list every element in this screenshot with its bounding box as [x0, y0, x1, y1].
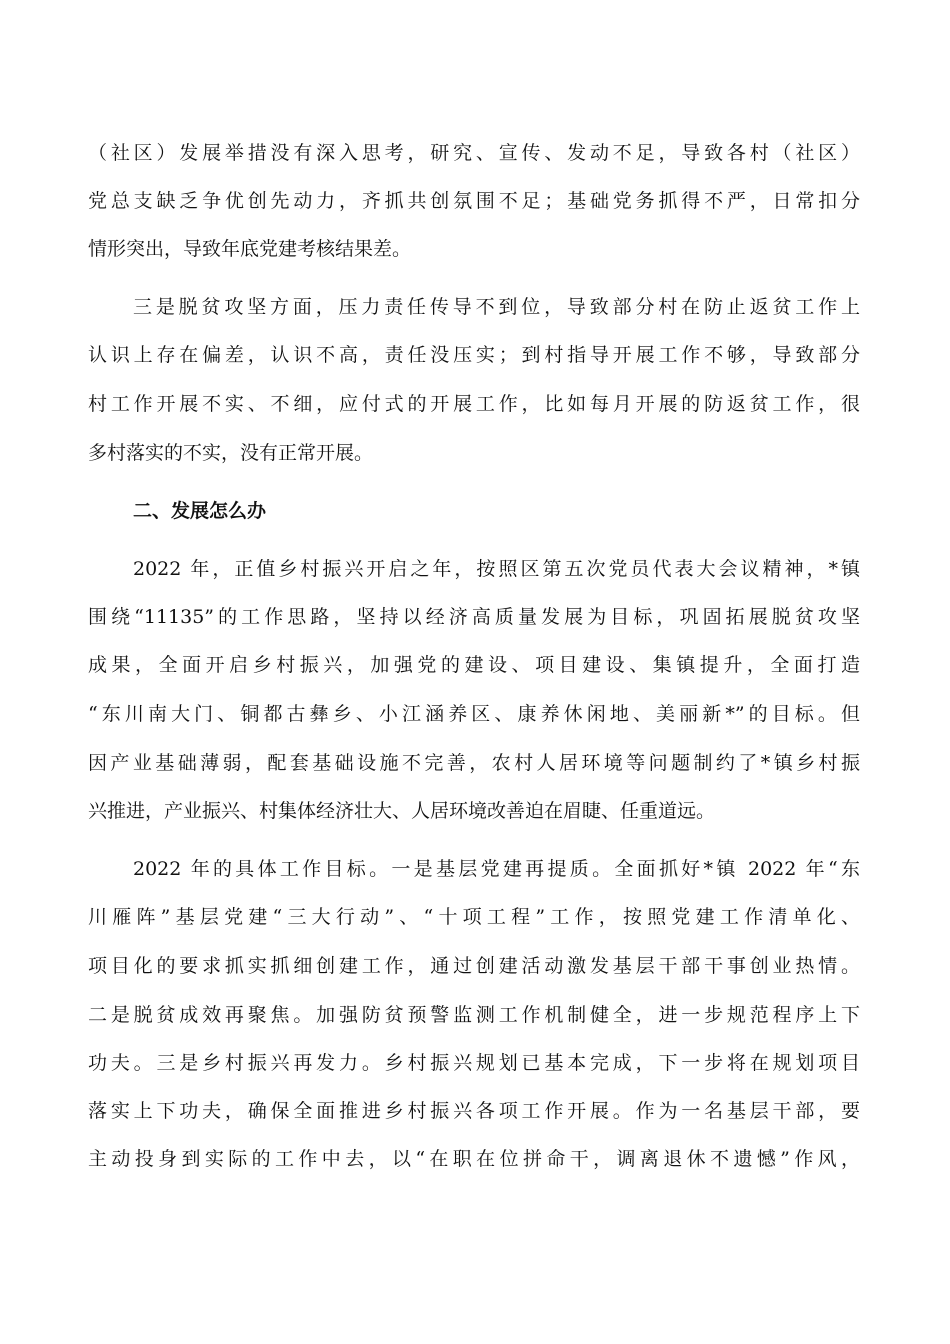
paragraph-2-line-4: 多村落实的不实，没有正常开展。 — [88, 442, 374, 464]
paragraph-1-line-2: 党总支缺乏争优创先动力，齐抓共创氛围不足；基础党务抓得不严，日常扣分 — [88, 190, 860, 212]
paragraph-4-line-1: 2022 年的具体工作目标。一是基层党建再提质。全面抓好*镇 2022 年“东 — [133, 858, 860, 880]
paragraph-3-line-1: 2022 年，正值乡村振兴开启之年，按照区第五次党员代表大会议精神，*镇 — [133, 558, 860, 580]
paragraph-2-line-1: 三是脱贫攻坚方面，压力责任传导不到位，导致部分村在防止返贫工作上 — [133, 296, 860, 318]
paragraph-1-line-3: 情形突出，导致年底党建考核结果差。 — [88, 238, 412, 260]
paragraph-4-line-7: 主动投身到实际的工作中去，以“在职在位拼命干，调离退休不遗憾”作风， — [88, 1148, 860, 1170]
paragraph-3-line-4: “东川南大门、铜都古彝乡、小江涵养区、康养休闲地、美丽新*”的目标。但 — [88, 703, 860, 725]
paragraph-4-line-3: 项目化的要求抓实抓细创建工作，通过创建活动激发基层干部干事创业热情。 — [88, 955, 860, 977]
paragraph-4-line-5: 功夫。三是乡村振兴再发力。乡村振兴规划已基本完成，下一步将在规划项目 — [88, 1052, 860, 1074]
paragraph-4-line-4: 二是脱贫成效再聚焦。加强防贫预警监测工作机制健全，进一步规范程序上下 — [88, 1004, 860, 1026]
paragraph-3-line-2: 围绕“11135”的工作思路，坚持以经济高质量发展为目标，巩固拓展脱贫攻坚 — [88, 606, 860, 628]
paragraph-3-line-6: 兴推进，产业振兴、村集体经济壮大、人居环境改善迫在眉睫、任重道远。 — [88, 800, 716, 822]
paragraph-1-line-1: （社区）发展举措没有深入思考，研究、宣传、发动不足，导致各村（社区） — [88, 142, 860, 164]
paragraph-2-line-3: 村工作开展不实、不细，应付式的开展工作，比如每月开展的防返贫工作，很 — [88, 393, 860, 415]
paragraph-4-line-2: 川雁阵”基层党建“三大行动”、“十项工程”工作，按照党建工作清单化、 — [88, 906, 860, 928]
paragraph-3-line-5: 因产业基础薄弱，配套基础设施不完善，农村人居环境等问题制约了*镇乡村振 — [88, 752, 860, 774]
paragraph-4-line-6: 落实上下功夫，确保全面推进乡村振兴各项工作开展。作为一名基层干部，要 — [88, 1100, 860, 1122]
paragraph-3-line-3: 成果，全面开启乡村振兴，加强党的建设、项目建设、集镇提升，全面打造 — [88, 654, 860, 676]
paragraph-2-line-2: 认识上存在偏差，认识不高，责任没压实；到村指导开展工作不够，导致部分 — [88, 344, 860, 366]
section-heading: 二、发展怎么办 — [133, 500, 267, 522]
